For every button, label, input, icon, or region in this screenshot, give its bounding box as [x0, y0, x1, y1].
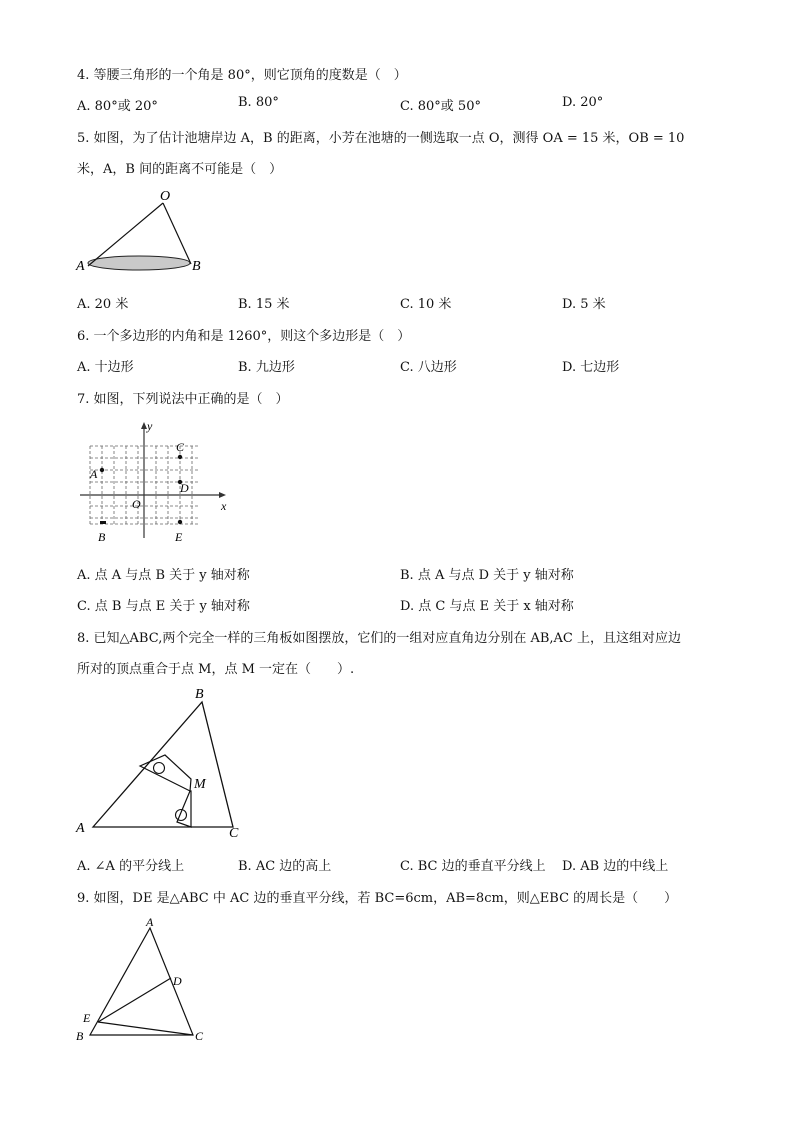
- q7-option-c: C. 点 B 与点 E 关于 y 轴对称: [77, 599, 250, 614]
- label-b: B: [76, 1029, 84, 1043]
- point-a: [100, 468, 104, 472]
- q5-option-d: D. 5 米: [562, 297, 606, 312]
- q4-option-c: C. 80°或 50°: [400, 99, 481, 114]
- q7-option-b: B. 点 A 与点 D 关于 y 轴对称: [400, 568, 574, 583]
- q6-option-a: A. 十边形: [77, 360, 134, 375]
- q6-option-c: C. 八边形: [400, 360, 457, 375]
- label-c: C: [195, 1029, 204, 1043]
- q8-option-a: A. ∠A 的平分线上: [77, 859, 185, 874]
- q8-option-d: D. AB 边的中线上: [562, 859, 669, 874]
- label-c: C: [229, 826, 239, 841]
- label-e: E: [175, 530, 183, 544]
- q7-stem: 7. 如图，下列说法中正确的是（ ）: [77, 392, 289, 407]
- label-b: B: [192, 259, 201, 274]
- q8-option-b: B. AC 边的高上: [238, 859, 332, 874]
- q8-option-c: C. BC 边的垂直平分线上: [400, 859, 546, 874]
- label-x: x: [221, 499, 227, 513]
- q5-figure: [72, 186, 212, 278]
- label-d: D: [173, 974, 182, 988]
- q6-option-b: B. 九边形: [238, 360, 295, 375]
- label-a: A: [76, 821, 85, 836]
- q8-stem-line1: 8. 已知△ABC,两个完全一样的三角板如图摆放，它们的一组对应直角边分别在 AB,AC 上，且这组对应边: [77, 631, 682, 646]
- label-b: B: [98, 530, 106, 544]
- q5-option-c: C. 10 米: [400, 297, 452, 312]
- label-o: O: [132, 497, 141, 511]
- q4-option-d: D. 20°: [562, 95, 604, 110]
- label-a: A: [90, 467, 98, 481]
- label-e: E: [83, 1011, 91, 1025]
- q4-option-b: B. 80°: [238, 95, 279, 110]
- point-c: [178, 455, 182, 459]
- x-axis-arrow: [219, 492, 226, 498]
- label-b: B: [195, 687, 204, 702]
- q7-coordinate-grid-figure: [76, 420, 236, 548]
- label-a: A: [76, 259, 85, 274]
- q6-stem: 6. 一个多边形的内角和是 1260°，则这个多边形是（ ）: [77, 329, 411, 344]
- label-a: A: [146, 915, 154, 929]
- label-y: y: [147, 420, 153, 433]
- label-m: M: [194, 777, 206, 792]
- q4-stem: 4. 等腰三角形的一个角是 80°，则它顶角的度数是（ ）: [77, 68, 407, 83]
- label-d: D: [180, 481, 189, 495]
- segment-bo: [163, 203, 191, 264]
- q8-stem-line2: 所对的顶点重合于点 M，点 M 一定在（ ）.: [77, 662, 355, 677]
- set-square-1: [140, 755, 191, 791]
- q7-option-d: D. 点 C 与点 E 关于 x 轴对称: [400, 599, 574, 614]
- q5-stem-line1: 5. 如图，为了估计池塘岸边 A，B 的距离，小芳在池塘的一侧选取一点 O，测得 OA = 15 米，OB = 10: [77, 131, 685, 146]
- point-e: [178, 520, 182, 524]
- q8-triangle-figure: [72, 682, 252, 842]
- q6-option-d: D. 七边形: [562, 360, 620, 375]
- pond-shape: [88, 256, 190, 270]
- label-o: O: [160, 189, 171, 204]
- q9-triangle-figure: [72, 914, 222, 1046]
- q5-stem-line2: 米，A，B 间的距离不可能是（ ）: [77, 162, 283, 177]
- q5-option-a: A. 20 米: [77, 297, 129, 312]
- label-c: C: [176, 440, 185, 454]
- q4-option-a: A. 80°或 20°: [77, 99, 158, 114]
- q5-option-b: B. 15 米: [238, 297, 290, 312]
- set-square-hole-1: [154, 763, 165, 774]
- set-square-2: [177, 791, 191, 827]
- point-b: [100, 521, 106, 524]
- q9-stem: 9. 如图，DE 是△ABC 中 AC 边的垂直平分线，若 BC=6cm，AB=8cm，则△EBC 的周长是（ ）: [77, 891, 678, 906]
- q7-option-a: A. 点 A 与点 B 关于 y 轴对称: [77, 568, 250, 583]
- segment-ec: [98, 1022, 193, 1035]
